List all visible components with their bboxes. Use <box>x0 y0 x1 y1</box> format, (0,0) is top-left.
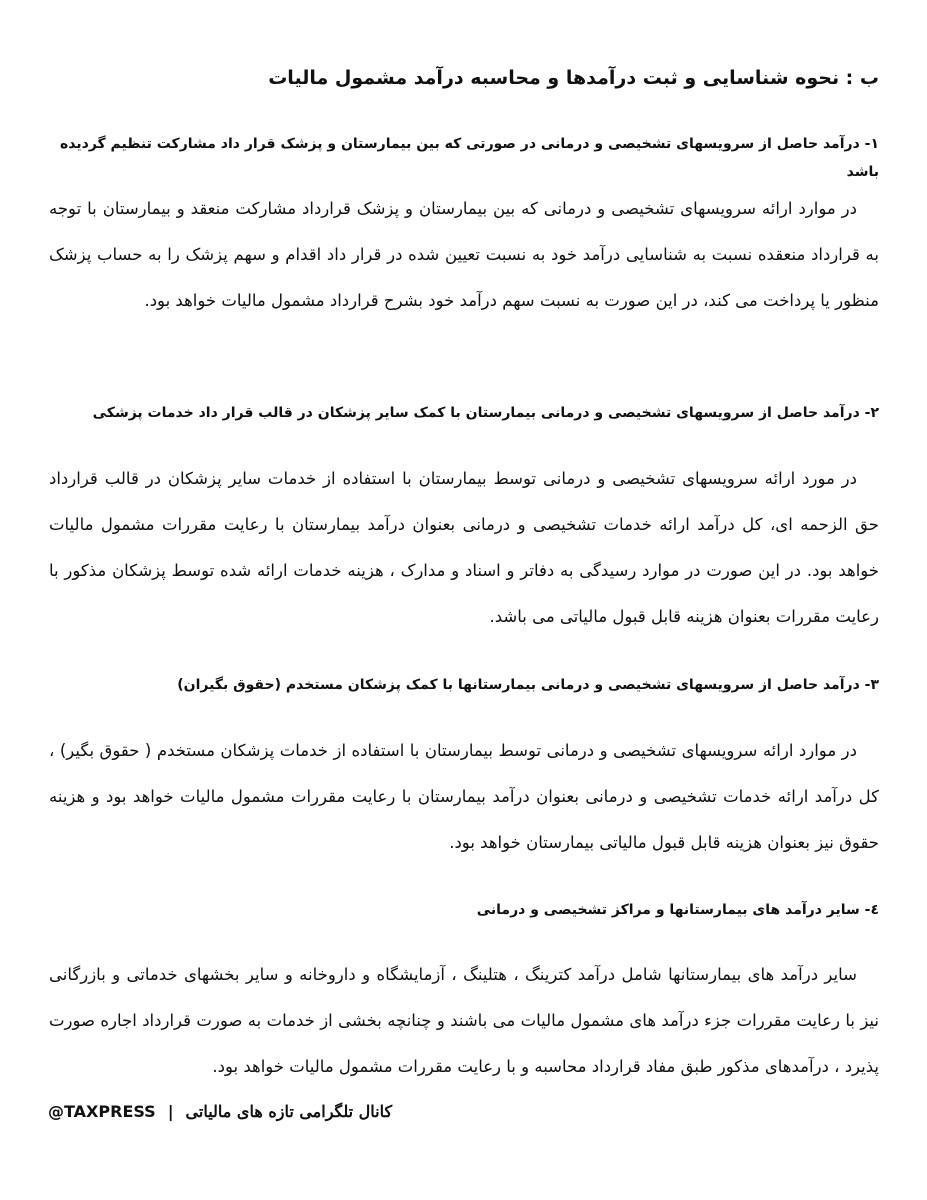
section-4-text: سایر درآمد های بیمارستانها شامل درآمد کترینگ ، هتلینگ ، آزمایشگاه و داروخانه و سایر بخشهای خدماتی و بازرگانی نیز با رعایت مقررات جزء درآمد های مشمول مالیات می باشند و چنانچه بخشی از خدمات به صورت قرارداد اجاره صورت پذیرد ، درآمدهای مذکور طبق مفاد قرارداد محاسبه و با رعایت مقررات مشمول مالیات خواهد بود. <box>49 965 879 1076</box>
section-1-text: در موارد ارائه سرویسهای تشخیصی و درمانی که بین بیمارستان و پزشک قرارداد مشارکت منعقد و بیمارستان با توجه به قرارداد منعقده نسبت به شناسایی درآمد خود به نسبت تعیین شده در قرار داد اقدام و سهم پزشک را به حساب پزشک منظور یا پرداخت می کند، در این صورت به نسبت سهم درآمد خود بشرح قرارداد مشمول مالیات خواهد بود. <box>49 199 879 310</box>
section-1-paragraph <box>49 186 879 324</box>
section-3-paragraph <box>49 728 879 866</box>
document-title: ب : نحوه شناسایی و ثبت درآمدها و محاسبه درآمد مشمول مالیات <box>268 67 879 89</box>
footer-separator: | <box>167 1102 174 1121</box>
section-2-paragraph <box>49 456 879 640</box>
section-3-heading: ٣- درآمد حاصل از سرویسهای تشخیصی و درمانی بیمارستانها با کمک پزشکان مستخدم (حقوق بگیران) <box>177 677 879 693</box>
section-2-text: در مورد ارائه سرویسهای تشخیصی و درمانی توسط بیمارستان با استفاده از خدمات سایر پزشکان در قالب قرارداد حق الزحمه ای، کل درآمد ارائه خدمات تشخیصی و درمانی بعنوان درآمد بیمارستان با رعایت مقررات مشمول مالیات خواهد بود. در این صورت در موارد رسیدگی به دفاتر و اسناد و مدارک ، هزینه خدمات ارائه شده توسط پزشکان مذکور با رعایت مقررات بعنوان هزینه قابل قبول مالیاتی می باشد. <box>49 469 879 626</box>
footer-credit <box>48 1097 392 1127</box>
channel-name: کانال تلگرامی تازه های مالیاتی <box>185 1102 393 1121</box>
section-4-heading: ٤- سایر درآمد های بیمارستانها و مراکز تشخیصی و درمانی <box>476 902 879 918</box>
section-1-heading: ١- درآمد حاصل از سرویسهای تشخیصی و درمانی در صورتی که بین بیمارستان و پزشک قرار داد مشارکت تنظیم گردیده باشد <box>60 136 879 180</box>
section-4-paragraph <box>49 952 879 1090</box>
channel-handle: @TAXPRESS <box>48 1102 156 1121</box>
section-2-heading: ٢- درآمد حاصل از سرویسهای تشخیصی و درمانی بیمارستان با کمک سایر پزشکان در قالب قرار داد خدمات پزشکی <box>92 405 879 421</box>
section-3-text: در موارد ارائه سرویسهای تشخیصی و درمانی توسط بیمارستان با استفاده از خدمات پزشکان مستخدم ( حقوق بگیر) ، کل درآمد ارائه خدمات تشخیصی و درمانی بعنوان درآمد بیمارستان با رعایت مقررات مشمول مالیات خواهد بود و هزینه حقوق نیز بعنوان هزینه قابل قبول مالیاتی بیمارستان خواهد بود. <box>49 741 879 852</box>
